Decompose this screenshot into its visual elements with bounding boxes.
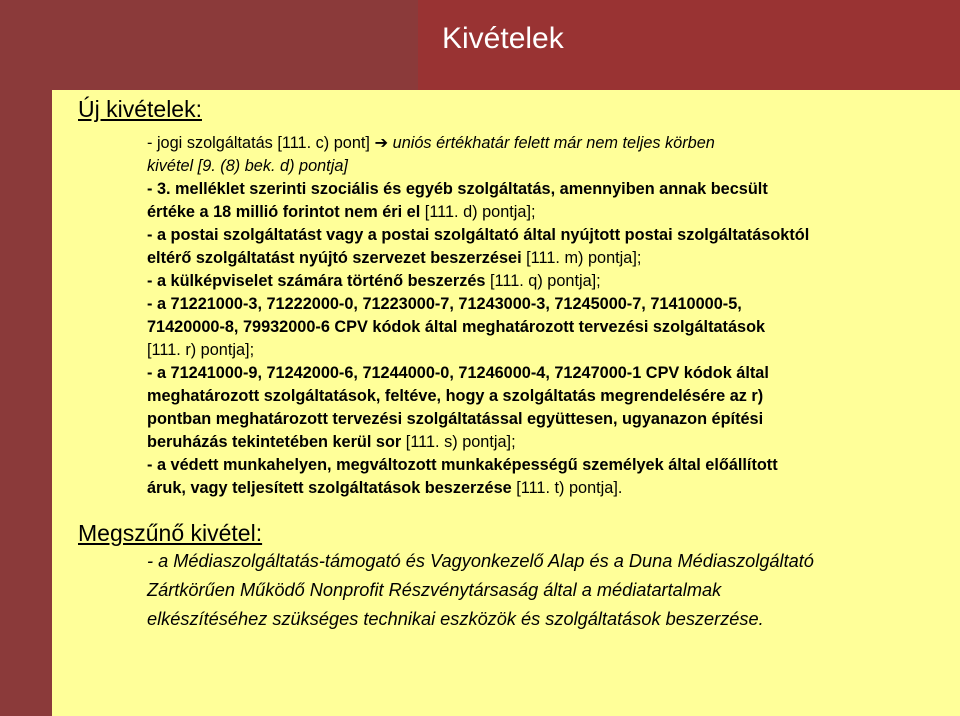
list-line: kivétel [9. (8) bek. d) pontja]	[147, 157, 348, 175]
reference: [111. s) pontja];	[401, 433, 516, 451]
list-text: eltérő szolgáltatást nyújtó szervezet beszerzései	[147, 249, 522, 267]
list-line: - a védett munkahelyen, megváltozott munkaképességű személyek által előállított	[147, 456, 778, 474]
reference: [111. c) pont]	[272, 134, 375, 152]
list-line: - a Médiaszolgáltatás-támogató és Vagyonkezelő Alap és a Duna Médiaszolgáltató	[147, 551, 814, 571]
list-line: [111. r) pontja];	[147, 341, 255, 359]
arrow-right-icon: ➔	[374, 134, 389, 152]
list-line	[147, 247, 902, 270]
list-line: pontban meghatározott tervezési szolgáltatással együttesen, ugyanazon építési	[147, 410, 764, 428]
reference: [111. d) pontja];	[420, 203, 536, 221]
list-text: beruházás tekintetében kerül sor	[147, 433, 402, 451]
list-text: - jogi szolgáltatás	[147, 134, 273, 152]
list-text: értéke a 18 millió forintot nem éri el	[147, 203, 421, 221]
list-line	[147, 270, 902, 293]
list-text: áruk, vagy teljesített szolgáltatások beszerzése	[147, 479, 512, 497]
reference: [111. t) pontja].	[511, 479, 623, 497]
reference: [111. q) pontja];	[485, 272, 601, 290]
list-text: - a külképviselet számára történő beszerzés	[147, 272, 486, 290]
list-line	[147, 477, 902, 500]
new-exceptions-list	[147, 132, 902, 500]
slide-title: Kivételek	[442, 22, 564, 55]
list-line: Zártkörűen Működő Nonprofit Részvénytársaság által a médiatartalmak	[147, 580, 722, 600]
list-line: meghatározott szolgáltatások, feltéve, hogy a szolgáltatás megrendelésére az r)	[147, 387, 764, 405]
removed-exception-text	[147, 547, 902, 634]
list-line: - a postai szolgáltatást vagy a postai szolgáltató által nyújtott postai szolgáltatásoktól	[147, 226, 810, 244]
list-text: uniós értékhatár felett már nem teljes körben	[388, 134, 715, 152]
removed-exception-heading: Megszűnő kivétel:	[78, 520, 263, 546]
list-line: - a 71221000-3, 71222000-0, 71223000-7, 71243000-3, 71245000-7, 71410000-5,	[147, 295, 742, 313]
list-line	[147, 201, 902, 224]
list-line: elkészítéséhez szükséges technikai eszközök és szolgáltatások beszerzése.	[147, 609, 764, 629]
new-exceptions-heading: Új kivételek:	[78, 96, 202, 122]
list-line: 71420000-8, 79932000-6 CPV kódok által meghatározott tervezési szolgáltatások	[147, 318, 766, 336]
list-line	[147, 431, 902, 454]
left-band	[0, 90, 52, 716]
list-line: - 3. melléklet szerinti szociális és egyéb szolgáltatás, amennyiben annak becsült	[147, 180, 768, 198]
list-line	[147, 132, 902, 155]
reference: [111. m) pontja];	[521, 249, 642, 267]
list-line: - a 71241000-9, 71242000-6, 71244000-0, 71246000-4, 71247000-1 CPV kódok által	[147, 364, 769, 382]
